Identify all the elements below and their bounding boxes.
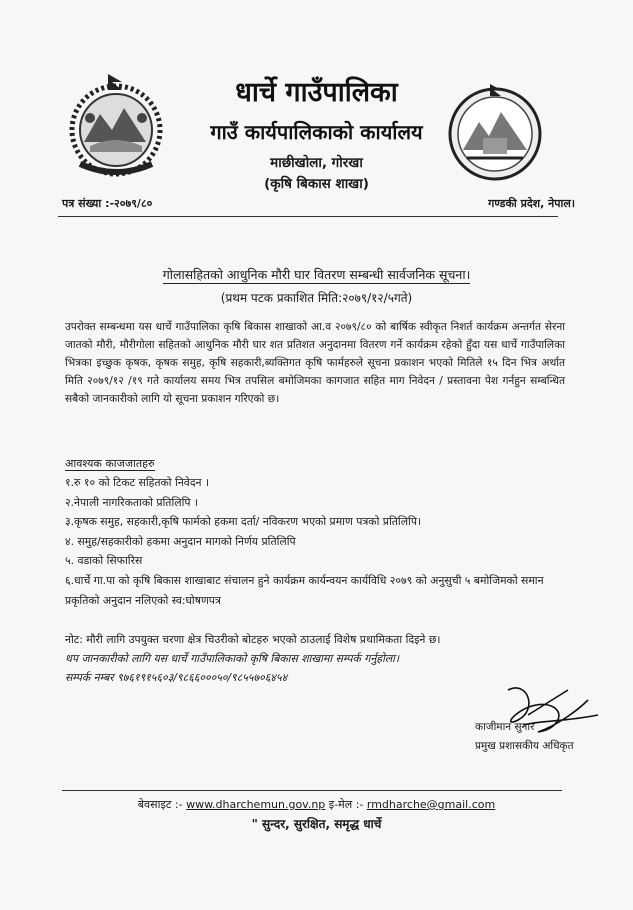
requirements-heading [65, 456, 155, 471]
notice-title-text: गोलासहितको आधुनिक मौरी घार वितरण सम्बन्धी सार्वजनिक सूचना। [162, 267, 471, 282]
notice-body: उपरोक्त सम्बन्धमा यस धार्चे गाउँपालिका कृषि बिकास शाखाको आ.व २०७९/८० को बार्षिक स्वीकृत निशर्त कार्यक्रम अन्तर्गत सेरना जातको मौरी, मौरीगोला सहितको आधुनिक मौरी घार शत प्रतिशत अनुदानमा वितरण गर्ने कार्यक्रम रहेको हुँदा यस धार्चे गाउँपालिका भित्रका इच्छुक कृषक, कृषक समुह, कृषि सहकारी,ब्यक्तिगत कृषि फार्महरुले सूचना प्रकाशन भएको मितिले १५ दिन भित्र अर्थात मिति २०७९/१२ /१९ गते कार्यालय समय भित्र तपसिल बमोजिमका कागजात सहित माग निवेदन / प्रस्तावना पेश गर्नहुन सम्बन्धित सबैको जानकारीको लागि यो सूचना प्रकाशन गरिएको छ। [65, 321, 565, 405]
notice-subtitle: (प्रथम पटक प्रकाशित मिति:२०७९/१२/५गते) [220, 291, 413, 305]
branch-name: (कृषि बिकास शाखा) [264, 176, 369, 192]
website-label: बेवसाइट :- [137, 798, 183, 811]
list-item: ५. वडाको सिफारिस [65, 554, 143, 568]
website-link[interactable]: www.dharchemun.gov.np [186, 798, 326, 811]
office-name: गाउँ कार्यपालिकाको कार्यालय [210, 120, 423, 144]
signatory-name: काजीमान सुनार [475, 721, 535, 733]
contact-info-line: थप जानकारीको लागि यस धार्चे गाउँपालिकाको कृषि बिकास शाखामा सम्पर्क गर्नुहोला। [65, 652, 400, 665]
header-divider [58, 216, 558, 217]
list-item: ३.कृषक समुह, सहकारी,कृषि फार्मको हकमा दर्ता/ नविकरण भएको प्रमाण पत्रको प्रतिलिपि। [65, 515, 422, 529]
signatory-title: प्रमुख प्रशासकीय अधिकृत [475, 740, 574, 752]
contact-number: सम्पर्क नम्बर ९७६१९१५६०३/९८६६०००५०/९८५५७०६४५४ [65, 671, 288, 684]
list-item: २.नेपाली नागरिकताको प्रतिलिपि । [65, 495, 199, 509]
list-item: ४. समुह/सहकारीको हकमा अनुदान मागको निर्णय प्रतिलिपि [65, 534, 296, 548]
list-item: १.रु १० को टिकट सहितको निवेदन । [65, 476, 210, 489]
notice-title [0, 266, 633, 283]
requirements-heading-text: आवश्यक काजजातहरु [65, 457, 155, 470]
note-line: नोट: मौरी लागि उपयुक्त चरणा क्षेत्र चिउरीको बोटहरु भएको ठाउलाई विशेष प्रथामिकता दिइने छ। [65, 633, 441, 646]
email-label: इ-मेल :- [328, 798, 364, 811]
municipality-motto: " सुन्दर, सुरक्षित, समृद्ध धार्चे [251, 817, 382, 831]
letter-reference: पत्र संख्या :-२०७९/८० [62, 197, 153, 210]
municipality-name: धार्चे गाउँपालिका [235, 77, 398, 108]
province-label: गण्डकी प्रदेश, नेपाल। [488, 197, 575, 210]
footer-contacts [0, 797, 633, 812]
requirements-list [65, 473, 565, 610]
office-address: माछीखोला, गोरखा [270, 155, 363, 171]
footer-divider [62, 790, 562, 791]
list-item: ६.धार्चे गा.पा को कृषि बिकास शाखाबाट संचालन हुने कार्यक्रम कार्यन्वयन कार्यविधि २०७९ को अनुसुची ५ बमोजिमको समान प्रकृतिको अनुदान नलिएको स्व:घोषणपत्र [65, 573, 544, 607]
email-link[interactable]: rmdharche@gmail.com [366, 798, 496, 811]
